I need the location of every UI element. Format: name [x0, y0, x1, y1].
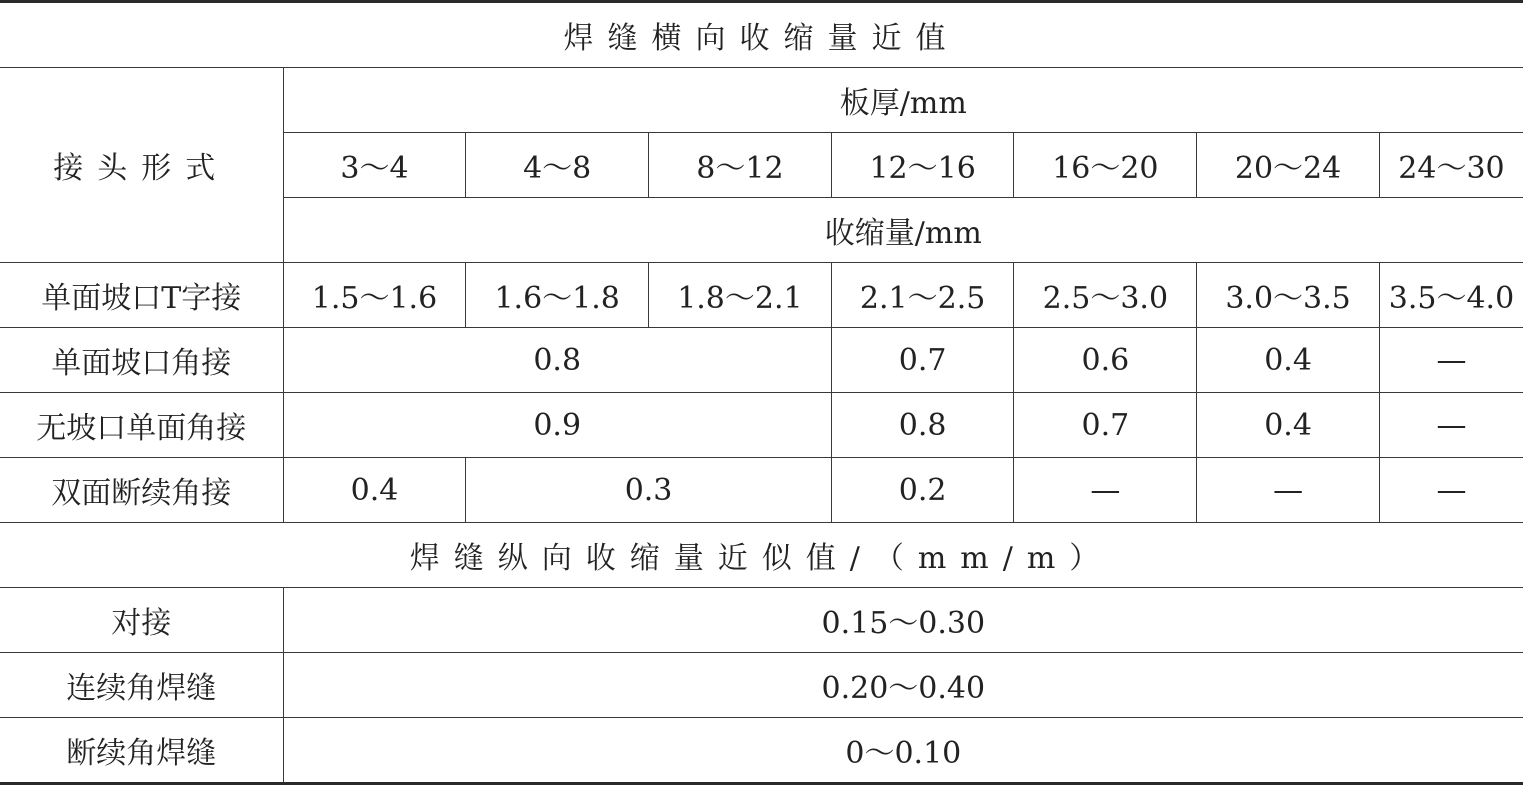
transverse-title-row — [0, 2, 1523, 68]
thickness-header: 板厚/mm — [283, 68, 1523, 133]
thickness-range: 16～20 — [1014, 133, 1197, 198]
joint-type-label: 连续角焊缝 — [0, 653, 283, 718]
thickness-header-row — [0, 68, 1523, 133]
table-row — [0, 393, 1523, 458]
table-row — [0, 718, 1523, 784]
table-cell: 0.8 — [283, 328, 831, 393]
table-cell: 0.6 — [1014, 328, 1197, 393]
table-cell: 0.7 — [1014, 393, 1197, 458]
table-cell: 1.6～1.8 — [466, 263, 649, 328]
joint-type-label: 单面坡口角接 — [0, 328, 283, 393]
joint-type-header: 接头形式 — [0, 68, 283, 263]
table-row — [0, 588, 1523, 653]
thickness-range: 8～12 — [649, 133, 832, 198]
table-cell: 1.5～1.6 — [283, 263, 466, 328]
joint-type-label: 无坡口单面角接 — [0, 393, 283, 458]
thickness-range: 24～30 — [1379, 133, 1523, 198]
table-cell: 0.8 — [831, 393, 1014, 458]
table-cell: 0.4 — [1197, 328, 1380, 393]
table-cell: 0.15～0.30 — [283, 588, 1523, 653]
joint-type-label: 单面坡口T字接 — [0, 263, 283, 328]
table-row — [0, 328, 1523, 393]
longitudinal-title-row — [0, 523, 1523, 588]
table-cell: — — [1379, 328, 1523, 393]
table-cell: 3.5～4.0 — [1379, 263, 1523, 328]
joint-type-label: 对接 — [0, 588, 283, 653]
thickness-range: 20～24 — [1197, 133, 1380, 198]
table-cell: — — [1014, 458, 1197, 523]
table-cell: 2.1～2.5 — [831, 263, 1014, 328]
table-row — [0, 458, 1523, 523]
table-cell: 0.2 — [831, 458, 1014, 523]
table-cell: 0.9 — [283, 393, 831, 458]
joint-type-label: 断续角焊缝 — [0, 718, 283, 784]
thickness-range: 3～4 — [283, 133, 466, 198]
thickness-range: 12～16 — [831, 133, 1014, 198]
table-row — [0, 263, 1523, 328]
joint-type-label: 双面断续角接 — [0, 458, 283, 523]
table-cell: 0.4 — [283, 458, 466, 523]
table-cell: 2.5～3.0 — [1014, 263, 1197, 328]
table-cell: — — [1379, 393, 1523, 458]
thickness-range: 4～8 — [466, 133, 649, 198]
shrinkage-header: 收缩量/mm — [283, 198, 1523, 263]
transverse-title: 焊缝横向收缩量近值 — [0, 2, 1523, 68]
table-cell: 0.3 — [466, 458, 831, 523]
table-cell: 1.8～2.1 — [649, 263, 832, 328]
table-cell: 0～0.10 — [283, 718, 1523, 784]
table-cell: 0.7 — [831, 328, 1014, 393]
longitudinal-title: 焊缝纵向收缩量近似值/（mm/m） — [0, 523, 1523, 588]
table-cell: — — [1197, 458, 1380, 523]
table-row — [0, 653, 1523, 718]
table-cell: 0.20～0.40 — [283, 653, 1523, 718]
table-cell: 0.4 — [1197, 393, 1380, 458]
table-cell: 3.0～3.5 — [1197, 263, 1380, 328]
table-cell: — — [1379, 458, 1523, 523]
